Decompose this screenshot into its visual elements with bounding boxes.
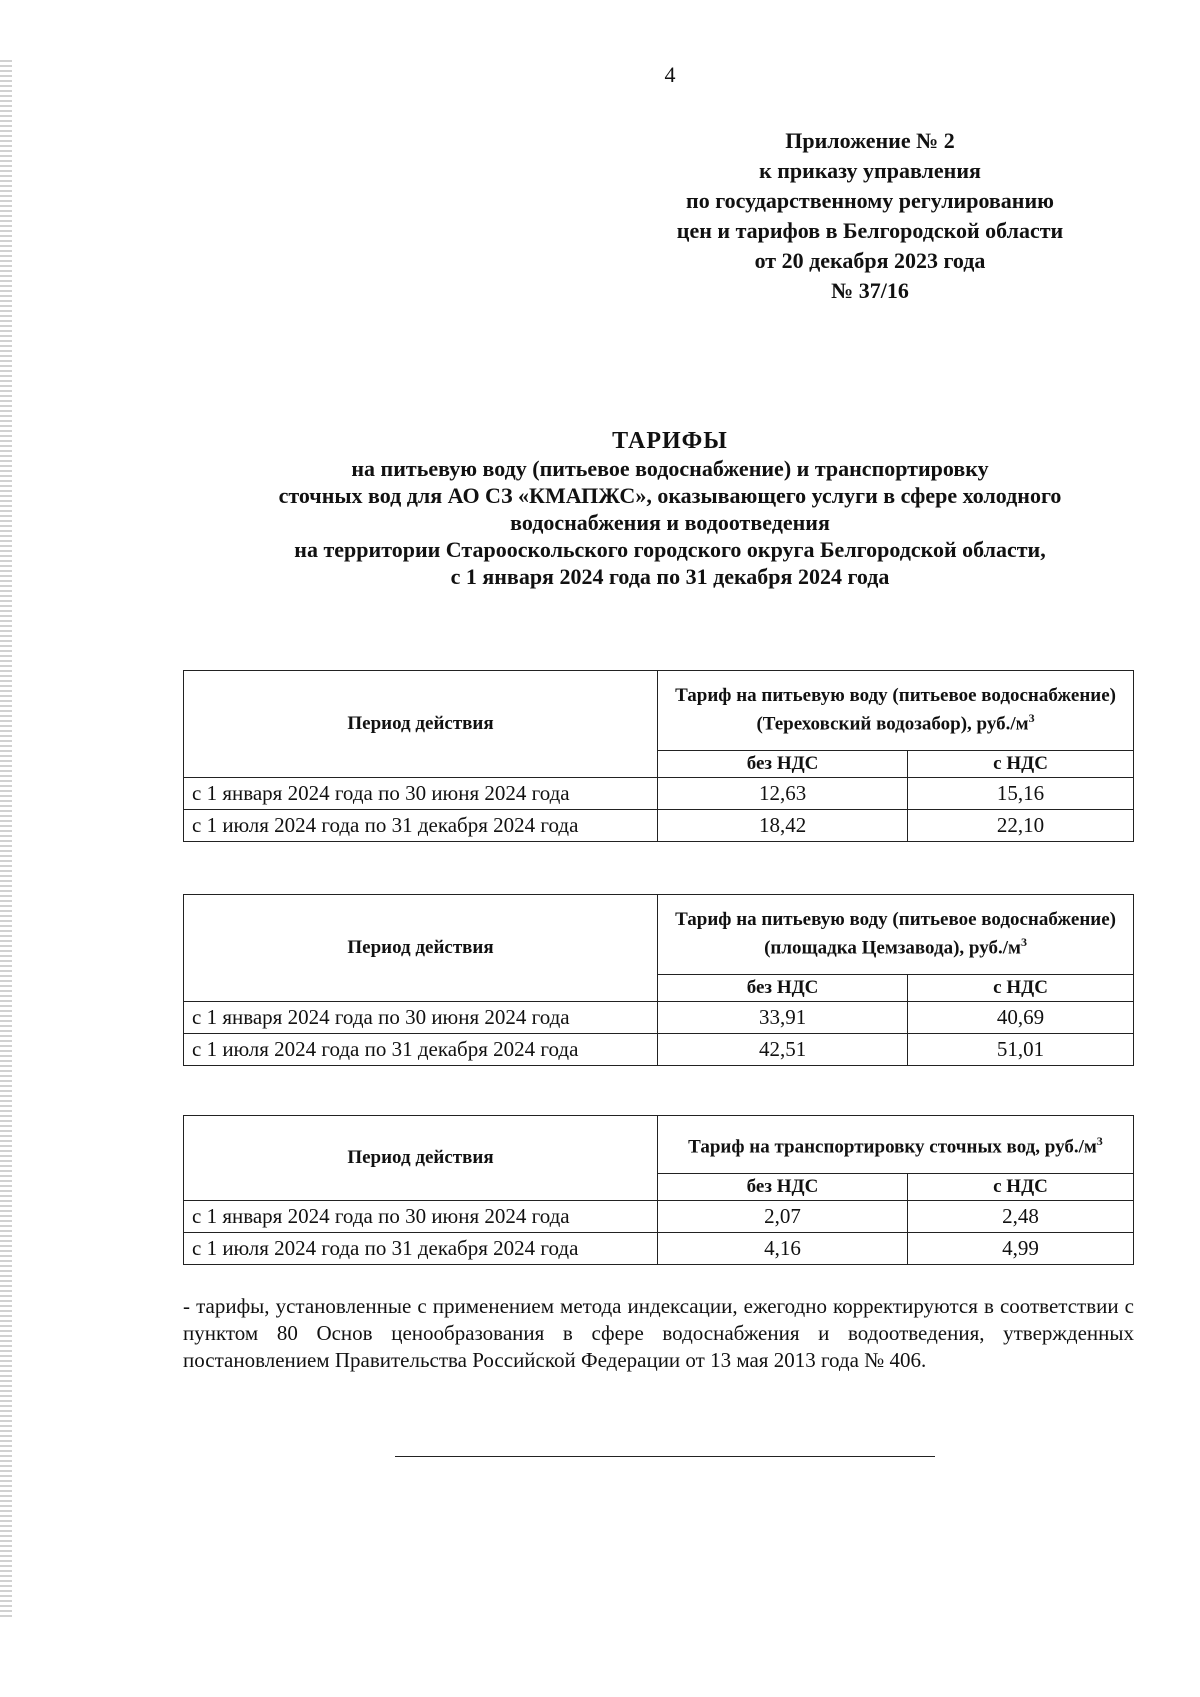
subheader-with-vat: с НДС xyxy=(908,975,1134,1002)
period-cell: с 1 января 2024 года по 30 июня 2024 года xyxy=(184,778,658,810)
title-heading: ТАРИФЫ xyxy=(612,428,728,454)
tariff-table-cement-plant xyxy=(183,894,1134,1066)
table-row xyxy=(184,1201,1134,1233)
footnote: - тарифы, установленные с применением метода индексации, ежегодно корректируются в соответствии с пунктом 80 Основ ценообразования в сфере водоснабжения и водоотведения, утвержденных постановлением Правительства Российской Федерации от 13 мая 2013 года № 406. xyxy=(183,1294,1134,1372)
end-rule xyxy=(395,1456,935,1457)
value-without-vat: 33,91 xyxy=(658,1002,908,1034)
tariff-header: Тариф на транспортировку сточных вод, $руб./м^3$ xyxy=(657,1116,1133,1174)
page-number: 4 xyxy=(664,62,676,87)
period-cell: с 1 июля 2024 года по 31 декабря 2024 года xyxy=(184,1233,658,1265)
value-with-vat: 15,16 xyxy=(908,778,1134,810)
title-line: сточных вод для АО СЗ «КМАПЖС», оказывающего услуги в сфере холодного xyxy=(278,483,1062,508)
appendix-block xyxy=(640,126,1100,306)
appendix-line: к приказу управления xyxy=(759,158,981,183)
table-row xyxy=(184,1034,1134,1066)
document-title xyxy=(160,428,1180,590)
period-header: Период действия xyxy=(184,1116,658,1201)
value-without-vat: 42,51 xyxy=(658,1034,908,1066)
value-with-vat: 40,69 xyxy=(908,1002,1134,1034)
period-header: Период действия xyxy=(184,895,658,1002)
value-without-vat: 2,07 xyxy=(657,1201,907,1233)
appendix-line: № 37/16 xyxy=(831,278,909,303)
appendix-line: Приложение № 2 xyxy=(785,128,955,153)
value-with-vat: 2,48 xyxy=(908,1201,1134,1233)
table-row xyxy=(184,778,1134,810)
table-row xyxy=(184,1002,1134,1034)
value-without-vat: 12,63 xyxy=(658,778,908,810)
subheader-with-vat: с НДС xyxy=(908,1174,1134,1201)
title-line: с 1 января 2024 года по 31 декабря 2024 года xyxy=(450,564,890,589)
tariff-table-terekhovsky xyxy=(183,670,1134,842)
period-cell: с 1 июля 2024 года по 31 декабря 2024 года xyxy=(184,1034,658,1066)
period-header: Период действия xyxy=(184,671,658,778)
subheader-without-vat: без НДС xyxy=(658,751,908,778)
scan-binding-edge xyxy=(0,60,12,1620)
table-row xyxy=(184,1233,1134,1265)
title-line: на питьевую воду (питьевое водоснабжение) и транспортировку xyxy=(351,456,989,481)
value-without-vat: 4,16 xyxy=(657,1233,907,1265)
tariff-table-wastewater xyxy=(183,1115,1134,1265)
value-with-vat: 4,99 xyxy=(908,1233,1134,1265)
tariff-header: Тариф на питьевую воду (питьевое водоснабжение) (площадка Цемзавода), $руб./м^3$ xyxy=(658,895,1134,975)
subheader-with-vat: с НДС xyxy=(908,751,1134,778)
appendix-line: по государственному регулированию xyxy=(686,188,1054,213)
title-line: водоснабжения и водоотведения xyxy=(510,510,830,535)
period-cell: с 1 июля 2024 года по 31 декабря 2024 года xyxy=(184,810,658,842)
appendix-line: от 20 декабря 2023 года xyxy=(754,248,986,273)
subheader-without-vat: без НДС xyxy=(657,1174,907,1201)
appendix-line: цен и тарифов в Белгородской области xyxy=(676,218,1064,243)
value-with-vat: 22,10 xyxy=(908,810,1134,842)
subheader-without-vat: без НДС xyxy=(658,975,908,1002)
value-with-vat: 51,01 xyxy=(908,1034,1134,1066)
period-cell: с 1 января 2024 года по 30 июня 2024 года xyxy=(184,1201,658,1233)
title-line: на территории Старооскольского городского округа Белгородской области, xyxy=(294,537,1046,562)
period-cell: с 1 января 2024 года по 30 июня 2024 года xyxy=(184,1002,658,1034)
value-without-vat: 18,42 xyxy=(658,810,908,842)
tariff-header: Тариф на питьевую воду (питьевое водоснабжение) (Тереховский водозабор), $руб./м^3$ xyxy=(658,671,1134,751)
table-row xyxy=(184,810,1134,842)
